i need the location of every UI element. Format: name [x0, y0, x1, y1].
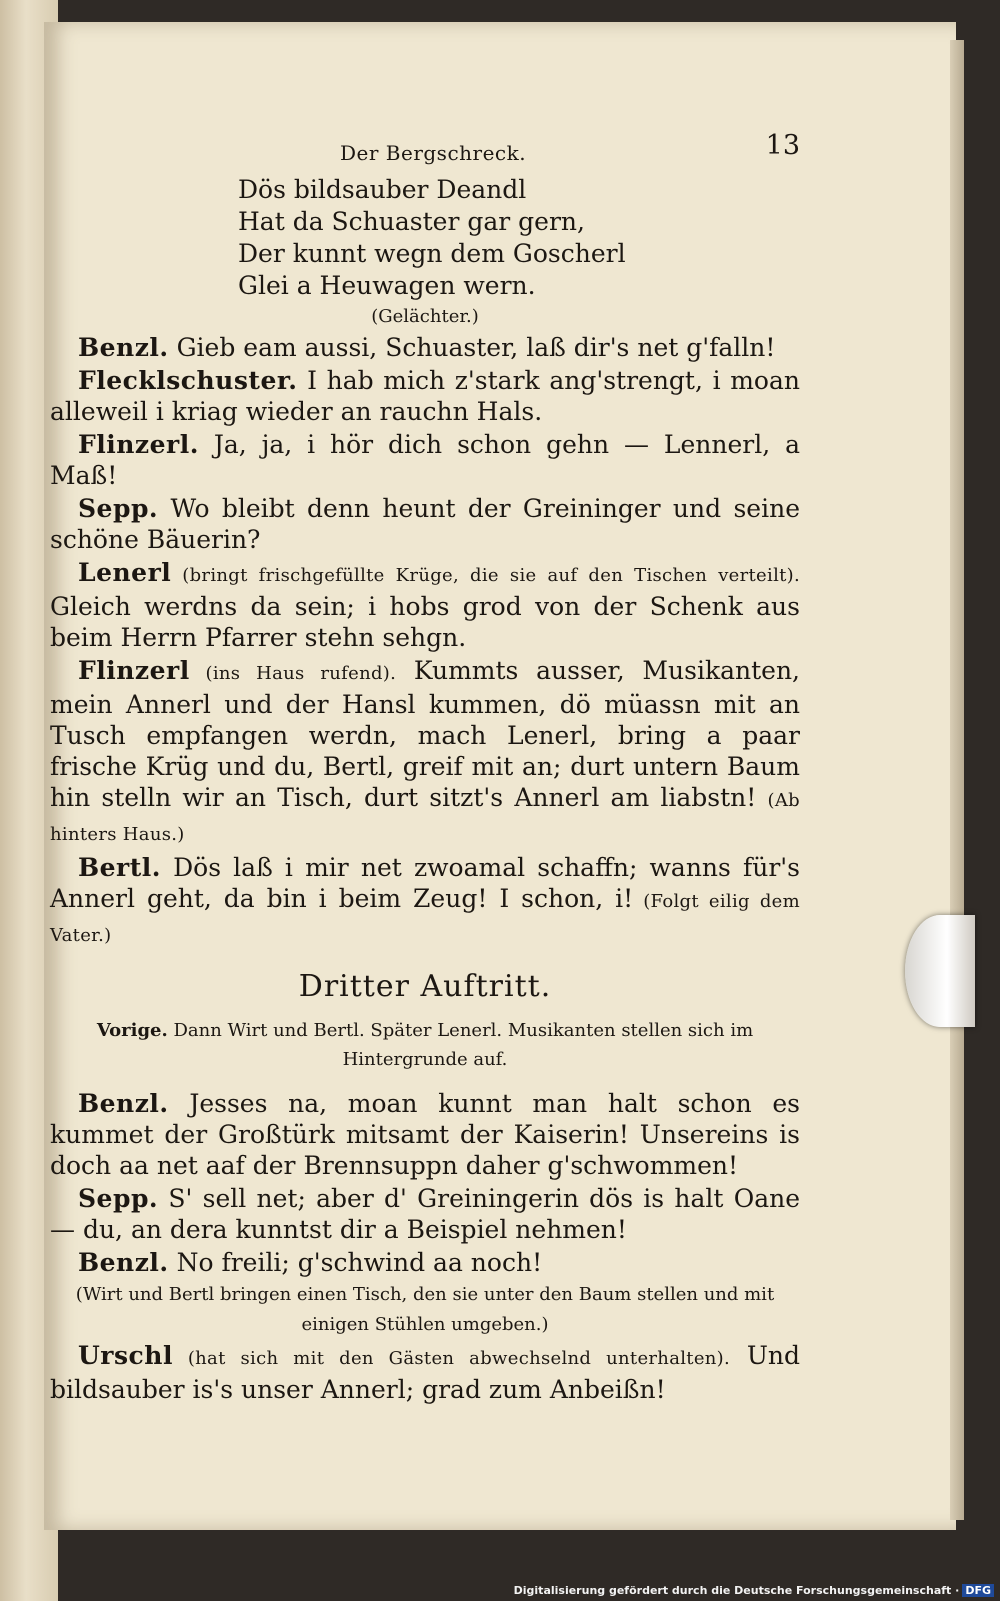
speaker-name: Benzl.: [78, 333, 169, 362]
speaker-name: Lenerl: [78, 558, 172, 587]
dialogue-text: Dös laß i mir net zwoamal schaffn; wanns für's Annerl geht, da bin i beim Zeug! I schon, i!: [50, 853, 800, 913]
dialogue-line: [50, 1088, 800, 1181]
verse: [238, 174, 800, 302]
verse-line: Glei a Heuwagen wern.: [238, 271, 536, 300]
dfg-logo: DFG: [962, 1584, 994, 1597]
cast-first: Vorige.: [96, 1020, 168, 1041]
dialogue-text: No freili; g'schwind aa noch!: [168, 1248, 543, 1277]
dialogue-text: Jesses na, moan kunnt man halt schon es kummet der Großtürk mitsamt der Kaiserin! Unsereins is doch aa net aaf der Brennsuppn daher g'schwommen!: [50, 1089, 800, 1180]
dialogue-line: [50, 1183, 800, 1245]
dialogue-line: [50, 365, 800, 427]
footer-text: Digitalisierung gefördert durch die Deutsche Forschungsgemeinschaft ·: [513, 1584, 960, 1597]
speaker-name: Benzl.: [78, 1248, 169, 1277]
stage-direction-table: (Wirt und Bertl bringen einen Tisch, den sie unter den Baum stellen und mit einigen Stühlen umgeben.): [75, 1284, 775, 1335]
speaker-name: Bertl.: [78, 853, 161, 882]
page-content: [50, 130, 800, 1407]
dialogue-line: [50, 852, 800, 951]
cast-rest: Dann Wirt und Bertl. Später Lenerl. Musikanten stellen sich im Hintergrunde auf.: [167, 1020, 754, 1070]
dialogue-text: Gleich werdns da sein; i hobs grod von der Schenk aus beim Herrn Pfarrer stehn sehgn.: [50, 592, 800, 652]
speaker-name: Urschl: [78, 1341, 173, 1370]
speaker-name: Benzl.: [78, 1089, 169, 1118]
cast-list: [50, 1016, 800, 1074]
page-edge: [950, 40, 964, 1520]
page-number: 13: [765, 130, 800, 161]
running-title: Der Bergschreck.: [340, 141, 527, 165]
stage-direction-laughter: (Gelächter.): [371, 306, 479, 327]
stage-direction: (ins Haus rufend).: [189, 663, 397, 684]
stage-direction: (Folgt eilig dem Vater.): [50, 891, 800, 946]
speaker-name: Flinzerl: [78, 656, 190, 685]
stage-direction: (Ab hinters Haus.): [50, 790, 800, 845]
section-title: Dritter Auftritt.: [298, 969, 552, 1004]
verse-line: Hat da Schuaster gar gern,: [238, 207, 585, 236]
verse-line: Der kunnt wegn dem Goscherl: [238, 239, 626, 268]
dialogue-text: Kummts ausser, Musikanten, mein Annerl und der Hansl kummen, dö müassn mit an Tusch empfangen werdn, mach Lenerl, bring a paar frische Krüg und du, Bertl, greif mit an; durt untern Baum hin stelln wir an Tisch, durt sitzt's Annerl am liabstn!: [50, 656, 800, 812]
dialogue-line: [50, 1340, 800, 1405]
dialogue-text: S' sell net; aber d' Greiningerin dös is halt Oane — du, an dera kunntst dir a Beispiel nehmen!: [50, 1184, 800, 1244]
stage-direction: (hat sich mit den Gästen abwechselnd unterhalten).: [172, 1348, 731, 1369]
dialogue-line: [50, 655, 800, 850]
dialogue-line: [50, 557, 800, 653]
dialogue-line: [50, 332, 800, 363]
dialogue-text: Gieb eam aussi, Schuaster, laß dir's net g'falln!: [168, 333, 776, 362]
speaker-name: Sepp.: [78, 494, 159, 523]
dialogue-text: Und bildsauber is's unser Annerl; grad zum Anbeißn!: [50, 1341, 801, 1404]
dialogue-line: [50, 429, 800, 491]
speaker-name: Sepp.: [78, 1184, 159, 1213]
page-clip: [905, 915, 975, 1027]
dialogue-text: I hab mich z'stark ang'strengt, i moan alleweil i kriag wieder an rauchn Hals.: [50, 366, 800, 426]
page-header: [50, 130, 800, 174]
dialogue-line: [50, 493, 800, 555]
footer-credit: [514, 1584, 994, 1597]
verse-line: Dös bildsauber Deandl: [238, 175, 527, 204]
dialogue-line: [50, 1247, 800, 1278]
stage-direction: (bringt frischgefüllte Krüge, die sie auf den Tischen verteilt).: [171, 565, 800, 586]
dialogue-text: Wo bleibt denn heunt der Greininger und seine schöne Bäuerin?: [50, 494, 800, 554]
dialogue-text: Ja, ja, i hör dich schon gehn — Lennerl, a Maß!: [50, 430, 800, 490]
speaker-name: Flecklschuster.: [78, 366, 298, 395]
speaker-name: Flinzerl.: [78, 430, 199, 459]
